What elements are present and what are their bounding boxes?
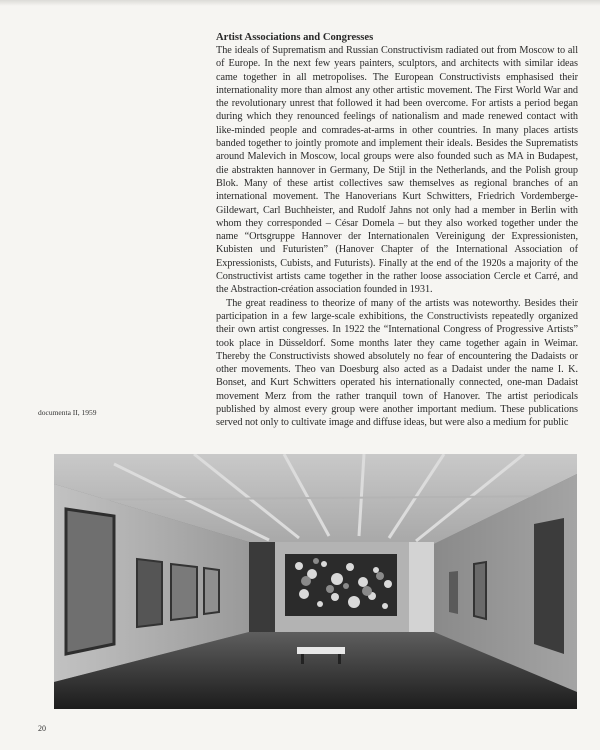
body-paragraph-2: The great readiness to theorize of many of the artists was noteworthy. Besides their participation in a few large-scale exhibitions, the Constructivists repeatedly organized their own artist congresses. In 1922 the “International Congress of Progressive Artists” took place in Düsseldorf. Some months later they came together again in Weimar. Thereby the Constructivists showed absolutely no fear of encountering the Dadaists or other movements. Theo van Doesburg also acted as a Dadaist under the name I. K. Bonset, and Kurt Schwitters operated his internationally connected, one-man Dadaist movement Merz from the rather tranquil town of Hanover. The artist periodicals published by almost every group were another important medium. These publications served not only to cultivate image and diffuse ideas, but were also a medium for public xyxy=(216,297,578,429)
exhibition-photograph xyxy=(54,454,577,709)
page-number: 20 xyxy=(38,724,46,733)
page-edge-shadow xyxy=(0,0,600,6)
section-heading: Artist Associations and Congresses xyxy=(216,32,374,43)
body-paragraph-1: The ideals of Suprematism and Russian Constructivism radiated out from Moscow to all of Europe. In the next few years painters, sculptors, and architects with similar ideas came together in all metropolises. The European Constructivists emphasised their internationality more than almost any other artistic movement. The First World War and the revolutionary unrest that followed it had been overcome. For artists a period began during which they renounced feelings of nationalism and made renewed contact with like-minded people and comrades-at-arms in other countries. In many places artists banded together to jointly promote and implement their ideals. Besides the Suprematists around Malevich in Moscow, local groups were also founded such as MA in Budapest, die abstrakten hannover in Germany, De Stijl in the Netherlands, and the Polish group Blok. Many of these artist collectives saw themselves as regional branches of an international movement. The Hanoverians Kurt Schwitters, Friedrich Vordemberge-Gildewart, Carl Buchheister, and Rudolf Jahns not only had a member in Berlin with whom they corresponded – César Domela – but they also worked together under the name “Ortsgruppe Hannover der Internationalen Vereinigung der Expressionisten, Kubisten und Futuristen” (Hanover Chapter of the International Association of Expressionists, Cubists, and Futurists). Finally at the end of the 1920s a majority of the Constructivist artists came together in the rather loose association Cercle et Carré, and the Abstraction-création association founded in 1931. xyxy=(216,45,578,296)
photo-caption: documenta II, 1959 xyxy=(38,408,97,417)
article-column xyxy=(216,31,578,430)
